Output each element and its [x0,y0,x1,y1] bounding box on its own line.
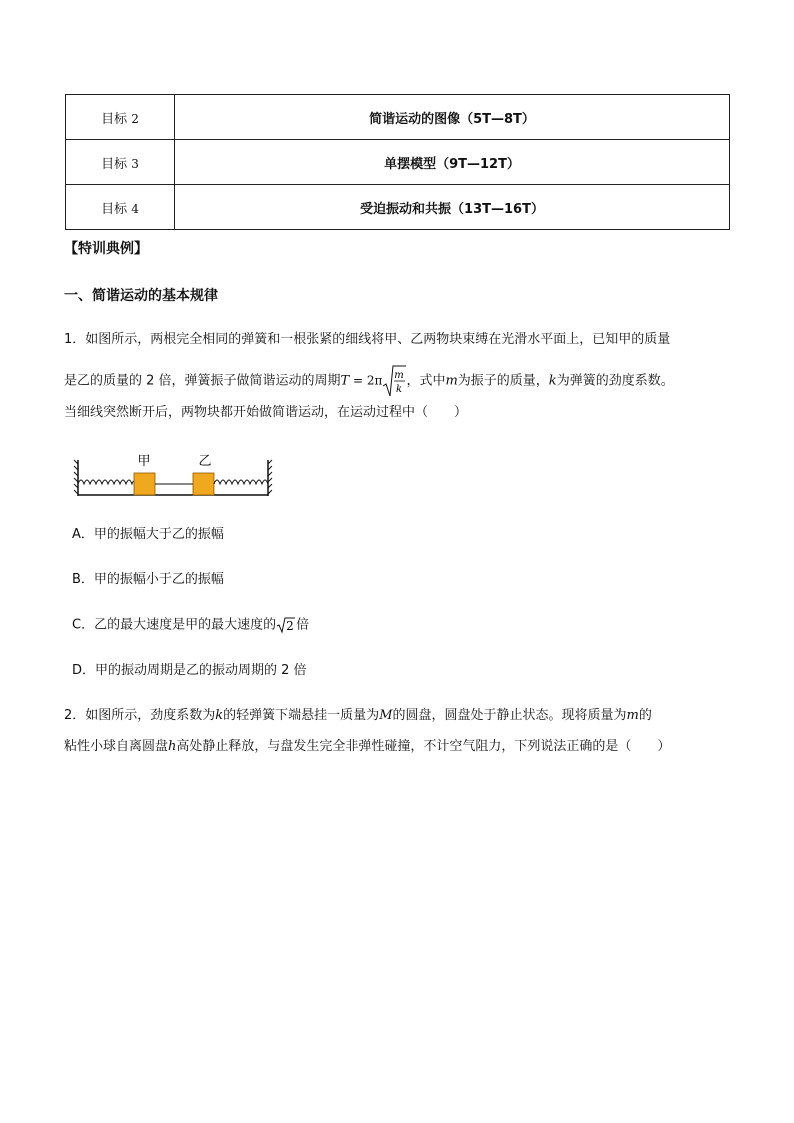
q2-line2: 粘性小球自离圆盘h高处静止释放，与盘发生完全非弹性碰撞，不计空气阻力，下列说法正确的是（ ） [64,739,671,754]
sqrt-radical-icon [382,364,406,398]
table-row [66,140,730,185]
formula-eq: = 2π [349,373,383,388]
label-yi: 乙 [198,454,212,469]
targets-table [65,94,730,230]
q1-line2: 是乙的质量的 2 倍，弹簧振子做简谐运动的周期T = 2π m k ，式中m为振子的质量，k为弹簧的劲度系数。 [64,364,674,398]
block-jia [134,473,155,495]
target-desc: 单摆模型（9T—12T） [175,140,730,185]
target-label: 目标 3 [66,140,175,185]
left-spring [78,480,136,484]
block-yi [193,473,214,495]
formula-T: T [340,373,350,389]
q1-line3: 当细线突然断开后，两物块都开始做简谐运动，在运动过程中（ ） [64,405,468,420]
option-a: A．甲的振幅大于乙的振幅 [72,527,224,542]
q1-line1: 1．如图所示，两根完全相同的弹簧和一根张紧的细线将甲、乙两物块束缚在光滑水平面上，已知甲的质量 [64,332,671,347]
table-row [66,185,730,230]
label-jia: 甲 [137,454,151,469]
table-row [66,95,730,140]
section-title: 一、简谐运动的基本规律 [64,288,218,304]
option-c: C．乙的最大速度是甲的最大速度的 2 倍 [72,615,309,636]
option-d: D．甲的振动周期是乙的振动周期的 2 倍 [72,663,307,678]
option-c-sqrt [276,615,296,635]
section-header: 【特训典例】 [64,241,148,257]
formula-num: m [394,370,405,381]
option-b: B．甲的振幅小于乙的振幅 [72,572,224,587]
target-desc: 简谐运动的图像（5T—8T） [175,95,730,140]
spring-blocks-figure [72,448,278,500]
formula-sqrt [382,364,406,398]
target-desc: 受迫振动和共振（13T—16T） [175,185,730,230]
formula-den: k [396,384,403,395]
svg-text:2: 2 [286,618,294,633]
q2-line1: 2．如图所示，劲度系数为k的轻弹簧下端悬挂一质量为M的圆盘，圆盘处于静止状态。现将质量为m的 [64,708,652,723]
target-label: 目标 4 [66,185,175,230]
right-spring [214,480,268,484]
target-label: 目标 2 [66,95,175,140]
sqrt-radical-icon [276,616,296,634]
